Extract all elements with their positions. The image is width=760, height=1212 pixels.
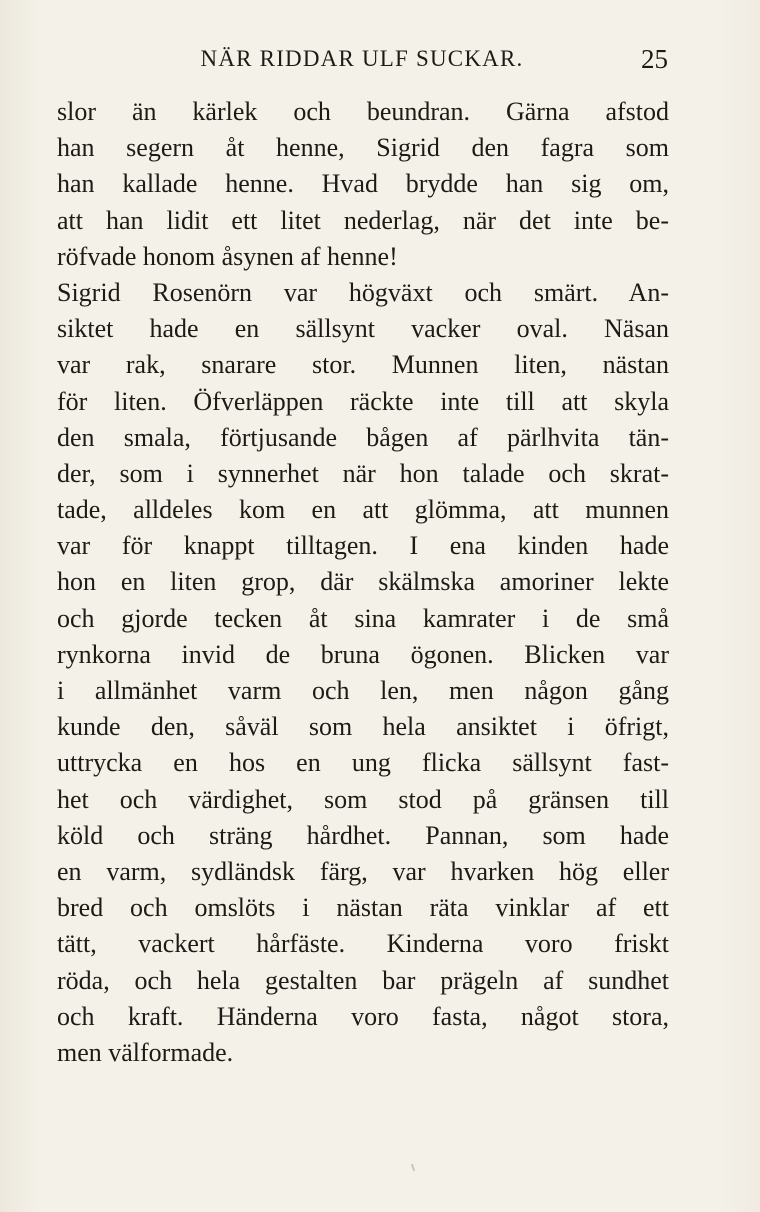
text-line: Sigrid Rosenörn var högväxt och smärt. An- <box>57 277 669 307</box>
text-line: kunde den, såväl som hela ansiktet i öfrigt, <box>57 712 669 742</box>
text-line: en varm, sydländsk färg, var hvarken hög eller <box>57 856 669 886</box>
body-text <box>57 94 669 1071</box>
text-line: tade, alldeles kom en att glömma, att munnen <box>57 495 669 525</box>
text-line: siktet hade en sällsynt vacker oval. Näsan <box>57 314 669 344</box>
text-line: han segern åt henne, Sigrid den fagra som <box>57 133 669 163</box>
page-number: 25 <box>641 44 668 74</box>
text-line: och gjorde tecken åt sina kamrater i de små <box>57 603 669 633</box>
text-line: uttrycka en hos en ung flicka sällsynt fast- <box>57 748 669 778</box>
text-line: röda, och hela gestalten bar prägeln af sundhet <box>57 965 669 995</box>
text-line: rynkorna invid de bruna ögonen. Blicken var <box>57 639 669 669</box>
text-line: het och värdighet, som stod på gränsen till <box>57 784 669 814</box>
paper-speck <box>411 1164 415 1171</box>
text-line: bred och omslöts i nästan räta vinklar af ett <box>57 893 669 923</box>
text-line: och kraft. Händerna voro fasta, något stora, <box>57 1001 669 1031</box>
text-line: köld och sträng hårdhet. Pannan, som hade <box>57 820 669 850</box>
text-line: tätt, vackert hårfäste. Kinderna voro friskt <box>57 929 669 959</box>
text-line: för liten. Öfverläppen räckte inte till att skyla <box>57 386 669 416</box>
text-line: var för knappt tilltagen. I ena kinden hade <box>57 531 669 561</box>
text-line: slor än kärlek och beundran. Gärna afstod <box>57 97 669 126</box>
text-line: hon en liten grop, där skälmska amoriner lekte <box>57 567 669 597</box>
text-line: att han lidit ett litet nederlag, när det inte be- <box>57 205 669 235</box>
text-line: men välformade. <box>57 1037 234 1067</box>
text-line: var rak, snarare stor. Munnen liten, nästan <box>57 350 669 380</box>
running-head <box>56 40 668 80</box>
text-line: den smala, förtjusande bågen af pärlhvita tän- <box>57 422 669 452</box>
text-line: der, som i synnerhet när hon talade och skrat- <box>57 458 669 488</box>
running-title: NÄR RIDDAR ULF SUCKAR. <box>200 46 524 71</box>
text-line: i allmänhet varm och len, men någon gång <box>57 676 669 705</box>
text-line: röfvade honom åsynen af henne! <box>57 241 398 271</box>
text-line: han kallade henne. Hvad brydde han sig om, <box>57 169 669 199</box>
